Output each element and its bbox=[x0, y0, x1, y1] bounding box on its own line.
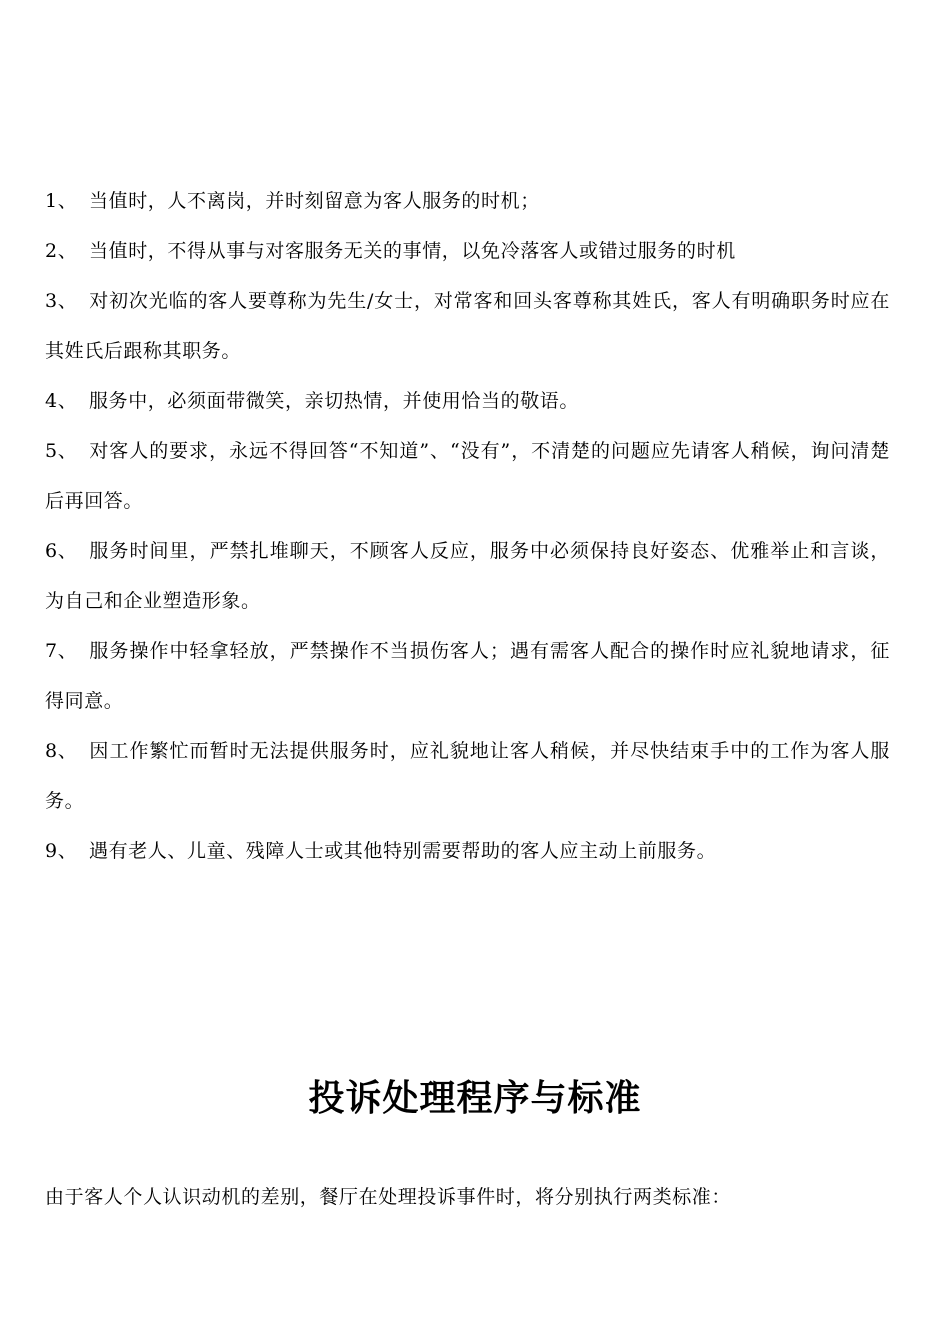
rule-item bbox=[45, 176, 890, 226]
rule-number: 3、 bbox=[45, 290, 78, 312]
rule-item bbox=[45, 226, 890, 276]
rule-item bbox=[45, 726, 890, 826]
rule-item bbox=[45, 376, 890, 426]
rule-text: 当值时，人不离岗，并时刻留意为客人服务的时机； bbox=[89, 190, 540, 212]
rule-number: 7、 bbox=[45, 640, 78, 662]
rule-number: 6、 bbox=[45, 540, 78, 562]
rule-number: 4、 bbox=[45, 390, 78, 412]
rule-number: 5、 bbox=[45, 440, 78, 462]
rule-number: 2、 bbox=[45, 240, 78, 262]
rule-text: 当值时，不得从事与对客服务无关的事情，以免冷落客人或错过服务的时机 bbox=[89, 240, 736, 262]
rule-item bbox=[45, 626, 890, 726]
section-title: 投诉处理程序与标准 bbox=[308, 1077, 642, 1119]
rule-text: 服务时间里，严禁扎堆聊天，不顾客人反应，服务中必须保持良好姿态、优雅举止和言谈，为自己和企业塑造形象。 bbox=[45, 540, 890, 612]
rule-text: 对客人的要求，永远不得回答“不知道”、“没有”，不清楚的问题应先请客人稍候，询问清楚后再回答。 bbox=[45, 440, 890, 512]
rule-text: 遇有老人、儿童、残障人士或其他特别需要帮助的客人应主动上前服务。 bbox=[89, 840, 717, 862]
rule-number: 8、 bbox=[45, 740, 78, 762]
rule-item bbox=[45, 826, 890, 876]
rule-item bbox=[45, 526, 890, 626]
rule-text: 服务中，必须面带微笑，亲切热情，并使用恰当的敬语。 bbox=[89, 390, 580, 412]
rule-text: 因工作繁忙而暂时无法提供服务时，应礼貌地让客人稍候，并尽快结束手中的工作为客人服务。 bbox=[45, 740, 890, 812]
section-intro: 由于客人个人认识动机的差别，餐厅在处理投诉事件时，将分别执行两类标准： bbox=[45, 1186, 732, 1208]
rule-number: 9、 bbox=[45, 840, 78, 862]
rule-text: 服务操作中轻拿轻放，严禁操作不当损伤客人；遇有需客人配合的操作时应礼貌地请求，征得同意。 bbox=[45, 640, 890, 712]
rule-number: 1、 bbox=[45, 190, 78, 212]
rule-item bbox=[45, 276, 890, 376]
rule-item bbox=[45, 426, 890, 526]
rule-text: 对初次光临的客人要尊称为先生/女士，对常客和回头客尊称其姓氏，客人有明确职务时应在其姓氏后跟称其职务。 bbox=[45, 290, 890, 362]
service-rules-list bbox=[45, 176, 890, 876]
